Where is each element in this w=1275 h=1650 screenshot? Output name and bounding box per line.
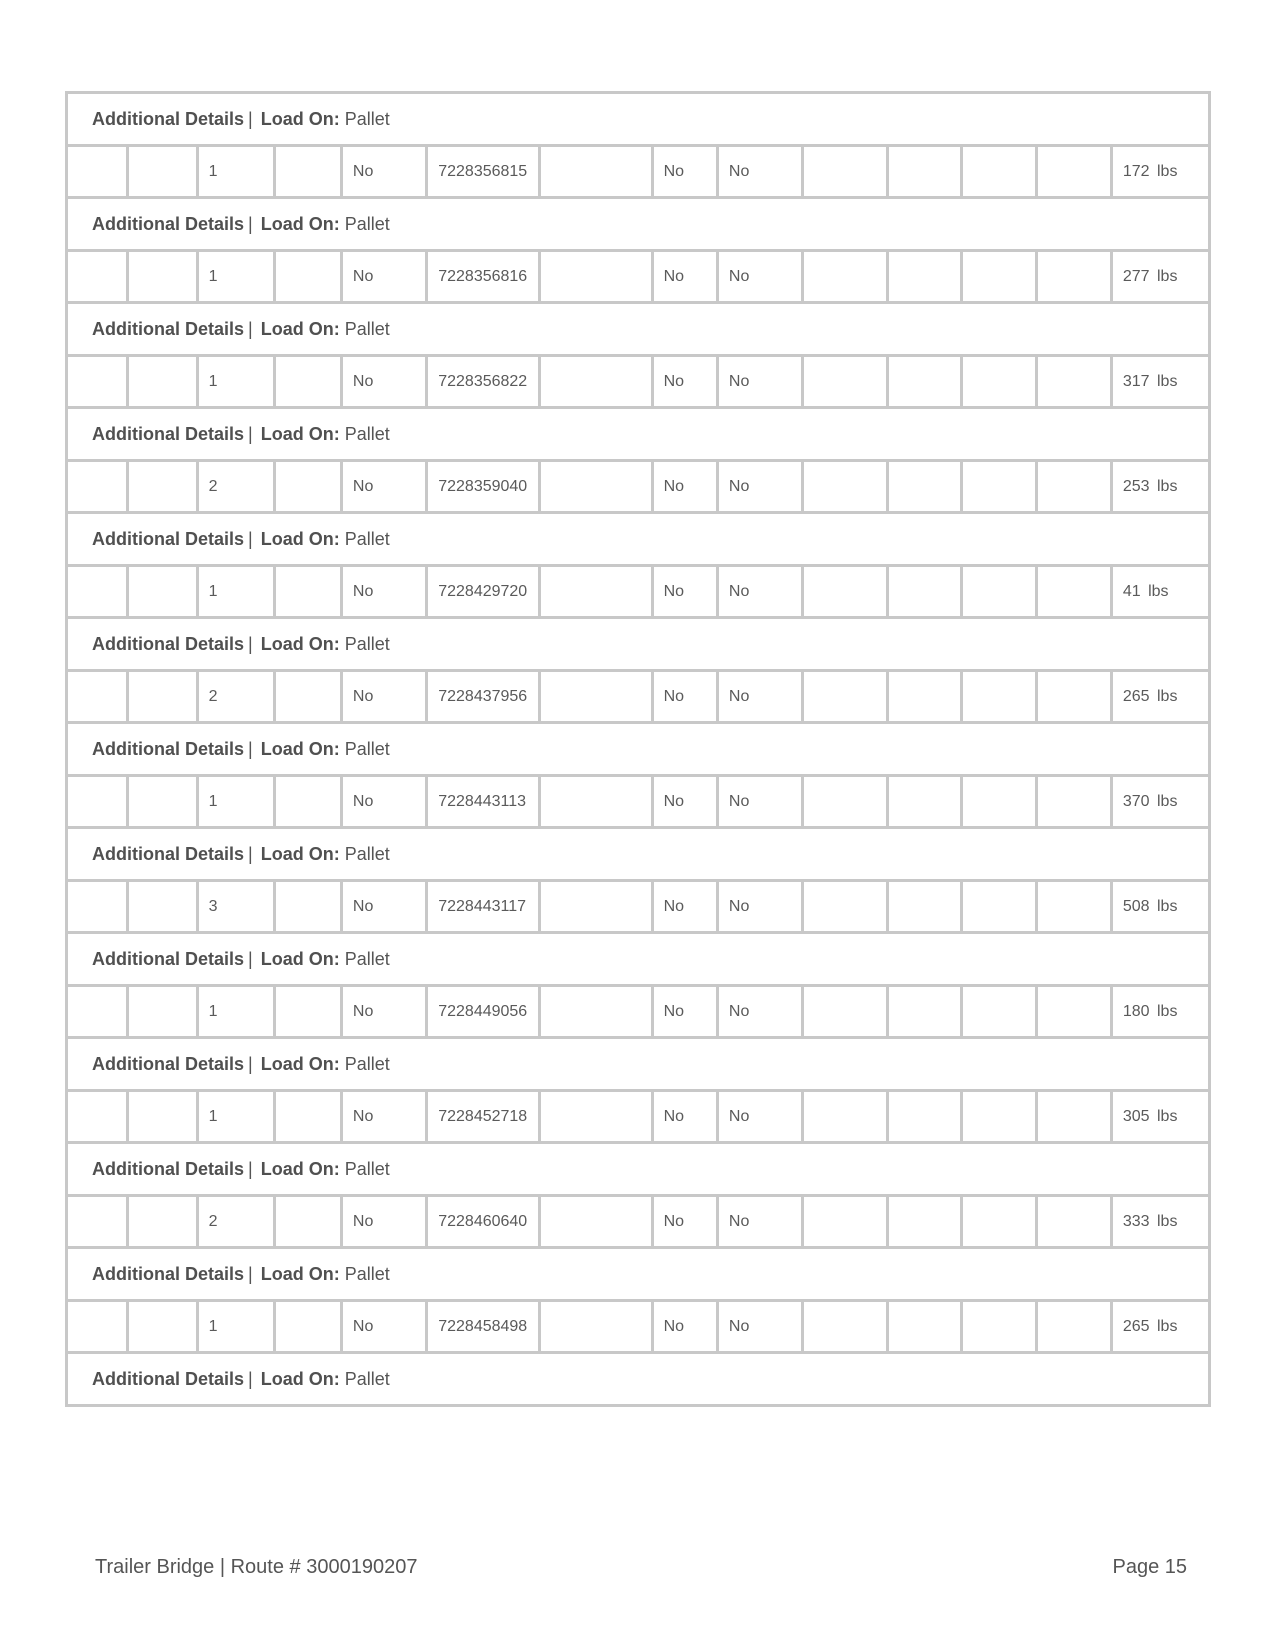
additional-details-row <box>67 408 1210 461</box>
flag-cell: No <box>717 1301 802 1353</box>
cell-blank <box>887 881 962 933</box>
cell-blank <box>67 566 128 618</box>
load-on-label: Load On: <box>260 1368 340 1389</box>
cell-blank <box>887 1091 962 1143</box>
load-on-label: Load On: <box>260 948 340 969</box>
load-on-label: Load On: <box>260 213 340 234</box>
table-row <box>67 251 1210 303</box>
piece-id-cell: 7228356816 <box>427 251 540 303</box>
details-separator: | <box>248 423 253 444</box>
cell-blank <box>887 776 962 828</box>
cell-blank <box>539 986 652 1038</box>
cell-blank <box>274 356 341 408</box>
flag-cell: No <box>341 776 426 828</box>
cell-blank <box>274 1091 341 1143</box>
cell-blank <box>128 356 198 408</box>
table-row <box>67 461 1210 513</box>
additional-details-label: Additional Details <box>92 318 245 339</box>
qty-cell: 1 <box>197 1091 274 1143</box>
cell-blank <box>962 986 1037 1038</box>
additional-details-row <box>67 723 1210 776</box>
flag-cell: No <box>717 251 802 303</box>
flag-cell: No <box>341 671 426 723</box>
weight-cell: 180 lbs <box>1111 986 1209 1038</box>
additional-details-row <box>67 828 1210 881</box>
piece-id-cell: 7228429720 <box>427 566 540 618</box>
additional-details-cell <box>67 828 1210 881</box>
additional-details-row <box>67 933 1210 986</box>
cell-blank <box>539 566 652 618</box>
cell-blank <box>539 776 652 828</box>
load-on-label: Load On: <box>260 1263 340 1284</box>
cell-blank <box>274 1301 341 1353</box>
details-separator: | <box>248 1158 253 1179</box>
load-on-value: Pallet <box>344 1158 390 1179</box>
flag-cell: No <box>717 146 802 198</box>
cell-blank <box>1037 671 1112 723</box>
table-row <box>67 1301 1210 1353</box>
cell-blank <box>803 986 887 1038</box>
cell-blank <box>67 986 128 1038</box>
flag-cell: No <box>652 1301 717 1353</box>
qty-cell: 2 <box>197 461 274 513</box>
cell-blank <box>539 881 652 933</box>
flag-cell: No <box>717 881 802 933</box>
flag-cell: No <box>652 356 717 408</box>
cell-blank <box>128 881 198 933</box>
load-on-value: Pallet <box>344 318 390 339</box>
load-on-value: Pallet <box>344 843 390 864</box>
cell-blank <box>67 776 128 828</box>
cell-blank <box>274 986 341 1038</box>
cell-blank <box>803 671 887 723</box>
cell-blank <box>128 986 198 1038</box>
details-separator: | <box>248 948 253 969</box>
cell-blank <box>274 881 341 933</box>
additional-details-cell <box>67 1038 1210 1091</box>
weight-cell: 172 lbs <box>1111 146 1209 198</box>
cell-blank <box>1037 356 1112 408</box>
cell-blank <box>67 146 128 198</box>
cell-blank <box>962 776 1037 828</box>
cell-blank <box>539 1091 652 1143</box>
details-separator: | <box>248 738 253 759</box>
load-on-value: Pallet <box>344 1053 390 1074</box>
flag-cell: No <box>341 881 426 933</box>
cell-blank <box>962 1091 1037 1143</box>
flag-cell: No <box>652 251 717 303</box>
piece-id-cell: 7228449056 <box>427 986 540 1038</box>
additional-details-cell <box>67 1143 1210 1196</box>
cell-blank <box>962 461 1037 513</box>
qty-cell: 1 <box>197 566 274 618</box>
cell-blank <box>67 251 128 303</box>
flag-cell: No <box>652 986 717 1038</box>
cell-blank <box>962 146 1037 198</box>
details-separator: | <box>248 318 253 339</box>
flag-cell: No <box>717 986 802 1038</box>
load-on-label: Load On: <box>260 423 340 444</box>
cell-blank <box>803 1091 887 1143</box>
additional-details-row <box>67 1038 1210 1091</box>
flag-cell: No <box>341 461 426 513</box>
additional-details-label: Additional Details <box>92 948 245 969</box>
cell-blank <box>962 1196 1037 1248</box>
cell-blank <box>962 671 1037 723</box>
load-on-value: Pallet <box>344 423 390 444</box>
weight-cell: 41 lbs <box>1111 566 1209 618</box>
cell-blank <box>539 671 652 723</box>
cell-blank <box>539 146 652 198</box>
piece-id-cell: 7228458498 <box>427 1301 540 1353</box>
load-on-label: Load On: <box>260 843 340 864</box>
piece-id-cell: 7228356822 <box>427 356 540 408</box>
additional-details-row <box>67 93 1210 146</box>
load-on-label: Load On: <box>260 318 340 339</box>
cell-blank <box>962 1301 1037 1353</box>
additional-details-row <box>67 618 1210 671</box>
footer-page-number: Page 15 <box>1112 1556 1187 1578</box>
cell-blank <box>274 671 341 723</box>
flag-cell: No <box>652 776 717 828</box>
qty-cell: 1 <box>197 776 274 828</box>
cell-blank <box>1037 881 1112 933</box>
cell-blank <box>887 251 962 303</box>
weight-cell: 277 lbs <box>1111 251 1209 303</box>
cell-blank <box>67 356 128 408</box>
cell-blank <box>803 1301 887 1353</box>
load-on-value: Pallet <box>344 528 390 549</box>
cell-blank <box>128 146 198 198</box>
cell-blank <box>803 461 887 513</box>
details-separator: | <box>248 213 253 234</box>
table-body <box>67 93 1210 1406</box>
cell-blank <box>803 776 887 828</box>
table-row <box>67 356 1210 408</box>
load-on-value: Pallet <box>344 1368 390 1389</box>
qty-cell: 2 <box>197 1196 274 1248</box>
cell-blank <box>887 671 962 723</box>
table-row <box>67 1196 1210 1248</box>
cell-blank <box>67 1301 128 1353</box>
flag-cell: No <box>652 146 717 198</box>
cell-blank <box>274 1196 341 1248</box>
additional-details-label: Additional Details <box>92 738 245 759</box>
cell-blank <box>1037 461 1112 513</box>
load-on-label: Load On: <box>260 633 340 654</box>
cell-blank <box>539 1301 652 1353</box>
cell-blank <box>962 251 1037 303</box>
additional-details-label: Additional Details <box>92 1158 245 1179</box>
additional-details-label: Additional Details <box>92 423 245 444</box>
table-row <box>67 566 1210 618</box>
qty-cell: 1 <box>197 1301 274 1353</box>
details-separator: | <box>248 108 253 129</box>
cell-blank <box>803 146 887 198</box>
cell-blank <box>887 356 962 408</box>
cell-blank <box>128 251 198 303</box>
cell-blank <box>962 566 1037 618</box>
piece-id-cell: 7228460640 <box>427 1196 540 1248</box>
details-separator: | <box>248 633 253 654</box>
flag-cell: No <box>717 461 802 513</box>
load-on-label: Load On: <box>260 1158 340 1179</box>
weight-cell: 333 lbs <box>1111 1196 1209 1248</box>
details-separator: | <box>248 1263 253 1284</box>
flag-cell: No <box>717 776 802 828</box>
flag-cell: No <box>717 356 802 408</box>
cell-blank <box>1037 1301 1112 1353</box>
cell-blank <box>1037 986 1112 1038</box>
load-on-value: Pallet <box>344 633 390 654</box>
cell-blank <box>128 1196 198 1248</box>
load-on-label: Load On: <box>260 528 340 549</box>
additional-details-cell <box>67 408 1210 461</box>
piece-id-cell: 7228443113 <box>427 776 540 828</box>
table-row <box>67 776 1210 828</box>
cell-blank <box>887 1196 962 1248</box>
flag-cell: No <box>341 1301 426 1353</box>
cell-blank <box>67 461 128 513</box>
load-on-label: Load On: <box>260 1053 340 1074</box>
load-on-value: Pallet <box>344 108 390 129</box>
cell-blank <box>274 251 341 303</box>
cell-blank <box>128 461 198 513</box>
weight-cell: 265 lbs <box>1111 671 1209 723</box>
weight-cell: 317 lbs <box>1111 356 1209 408</box>
cell-blank <box>128 1301 198 1353</box>
qty-cell: 3 <box>197 881 274 933</box>
additional-details-cell <box>67 933 1210 986</box>
cell-blank <box>1037 776 1112 828</box>
flag-cell: No <box>341 1196 426 1248</box>
additional-details-cell <box>67 303 1210 356</box>
cell-blank <box>1037 566 1112 618</box>
cell-blank <box>887 461 962 513</box>
cell-blank <box>128 566 198 618</box>
additional-details-label: Additional Details <box>92 1368 245 1389</box>
flag-cell: No <box>652 566 717 618</box>
weight-cell: 253 lbs <box>1111 461 1209 513</box>
load-on-label: Load On: <box>260 108 340 129</box>
piece-id-cell: 7228356815 <box>427 146 540 198</box>
qty-cell: 1 <box>197 986 274 1038</box>
footer-route-info: Trailer Bridge | Route # 3000190207 <box>95 1556 418 1578</box>
cell-blank <box>274 776 341 828</box>
flag-cell: No <box>341 986 426 1038</box>
cell-blank <box>67 1091 128 1143</box>
weight-cell: 305 lbs <box>1111 1091 1209 1143</box>
flag-cell: No <box>341 146 426 198</box>
details-separator: | <box>248 1053 253 1074</box>
piece-id-cell: 7228443117 <box>427 881 540 933</box>
cell-blank <box>887 566 962 618</box>
additional-details-cell <box>67 198 1210 251</box>
additional-details-label: Additional Details <box>92 1053 245 1074</box>
cell-blank <box>962 356 1037 408</box>
shipment-items-table <box>65 91 1211 1407</box>
additional-details-cell <box>67 723 1210 776</box>
cell-blank <box>887 986 962 1038</box>
flag-cell: No <box>652 671 717 723</box>
cell-blank <box>128 776 198 828</box>
additional-details-cell <box>67 93 1210 146</box>
cell-blank <box>539 251 652 303</box>
cell-blank <box>539 461 652 513</box>
piece-id-cell: 7228359040 <box>427 461 540 513</box>
flag-cell: No <box>652 881 717 933</box>
cell-blank <box>274 461 341 513</box>
qty-cell: 1 <box>197 146 274 198</box>
flag-cell: No <box>652 461 717 513</box>
additional-details-label: Additional Details <box>92 1263 245 1284</box>
load-on-label: Load On: <box>260 738 340 759</box>
additional-details-label: Additional Details <box>92 528 245 549</box>
additional-details-label: Additional Details <box>92 843 245 864</box>
cell-blank <box>67 881 128 933</box>
additional-details-row <box>67 303 1210 356</box>
flag-cell: No <box>341 251 426 303</box>
details-separator: | <box>248 528 253 549</box>
additional-details-label: Additional Details <box>92 108 245 129</box>
additional-details-label: Additional Details <box>92 213 245 234</box>
cell-blank <box>67 671 128 723</box>
details-separator: | <box>248 1368 253 1389</box>
cell-blank <box>962 881 1037 933</box>
table-row <box>67 671 1210 723</box>
cell-blank <box>128 1091 198 1143</box>
table-row <box>67 881 1210 933</box>
weight-cell: 265 lbs <box>1111 1301 1209 1353</box>
flag-cell: No <box>717 566 802 618</box>
cell-blank <box>803 881 887 933</box>
weight-cell: 508 lbs <box>1111 881 1209 933</box>
additional-details-row <box>67 1143 1210 1196</box>
cell-blank <box>803 356 887 408</box>
table-row <box>67 1091 1210 1143</box>
details-separator: | <box>248 843 253 864</box>
load-on-value: Pallet <box>344 948 390 969</box>
qty-cell: 1 <box>197 251 274 303</box>
flag-cell: No <box>717 1091 802 1143</box>
additional-details-row <box>67 198 1210 251</box>
cell-blank <box>1037 146 1112 198</box>
cell-blank <box>803 251 887 303</box>
flag-cell: No <box>652 1196 717 1248</box>
cell-blank <box>887 1301 962 1353</box>
cell-blank <box>539 356 652 408</box>
weight-cell: 370 lbs <box>1111 776 1209 828</box>
additional-details-cell <box>67 513 1210 566</box>
flag-cell: No <box>717 1196 802 1248</box>
flag-cell: No <box>652 1091 717 1143</box>
cell-blank <box>803 566 887 618</box>
cell-blank <box>803 1196 887 1248</box>
flag-cell: No <box>341 356 426 408</box>
cell-blank <box>1037 251 1112 303</box>
piece-id-cell: 7228452718 <box>427 1091 540 1143</box>
cell-blank <box>1037 1196 1112 1248</box>
load-on-value: Pallet <box>344 738 390 759</box>
additional-details-row <box>67 1248 1210 1301</box>
cell-blank <box>274 566 341 618</box>
additional-details-row <box>67 513 1210 566</box>
load-on-value: Pallet <box>344 213 390 234</box>
additional-details-cell <box>67 618 1210 671</box>
cell-blank <box>539 1196 652 1248</box>
additional-details-label: Additional Details <box>92 633 245 654</box>
piece-id-cell: 7228437956 <box>427 671 540 723</box>
additional-details-cell <box>67 1248 1210 1301</box>
additional-details-row <box>67 1353 1210 1406</box>
qty-cell: 1 <box>197 356 274 408</box>
cell-blank <box>887 146 962 198</box>
table-row <box>67 146 1210 198</box>
flag-cell: No <box>341 1091 426 1143</box>
qty-cell: 2 <box>197 671 274 723</box>
load-on-value: Pallet <box>344 1263 390 1284</box>
table-row <box>67 986 1210 1038</box>
cell-blank <box>274 146 341 198</box>
cell-blank <box>67 1196 128 1248</box>
additional-details-cell <box>67 1353 1210 1406</box>
flag-cell: No <box>341 566 426 618</box>
cell-blank <box>128 671 198 723</box>
flag-cell: No <box>717 671 802 723</box>
cell-blank <box>1037 1091 1112 1143</box>
